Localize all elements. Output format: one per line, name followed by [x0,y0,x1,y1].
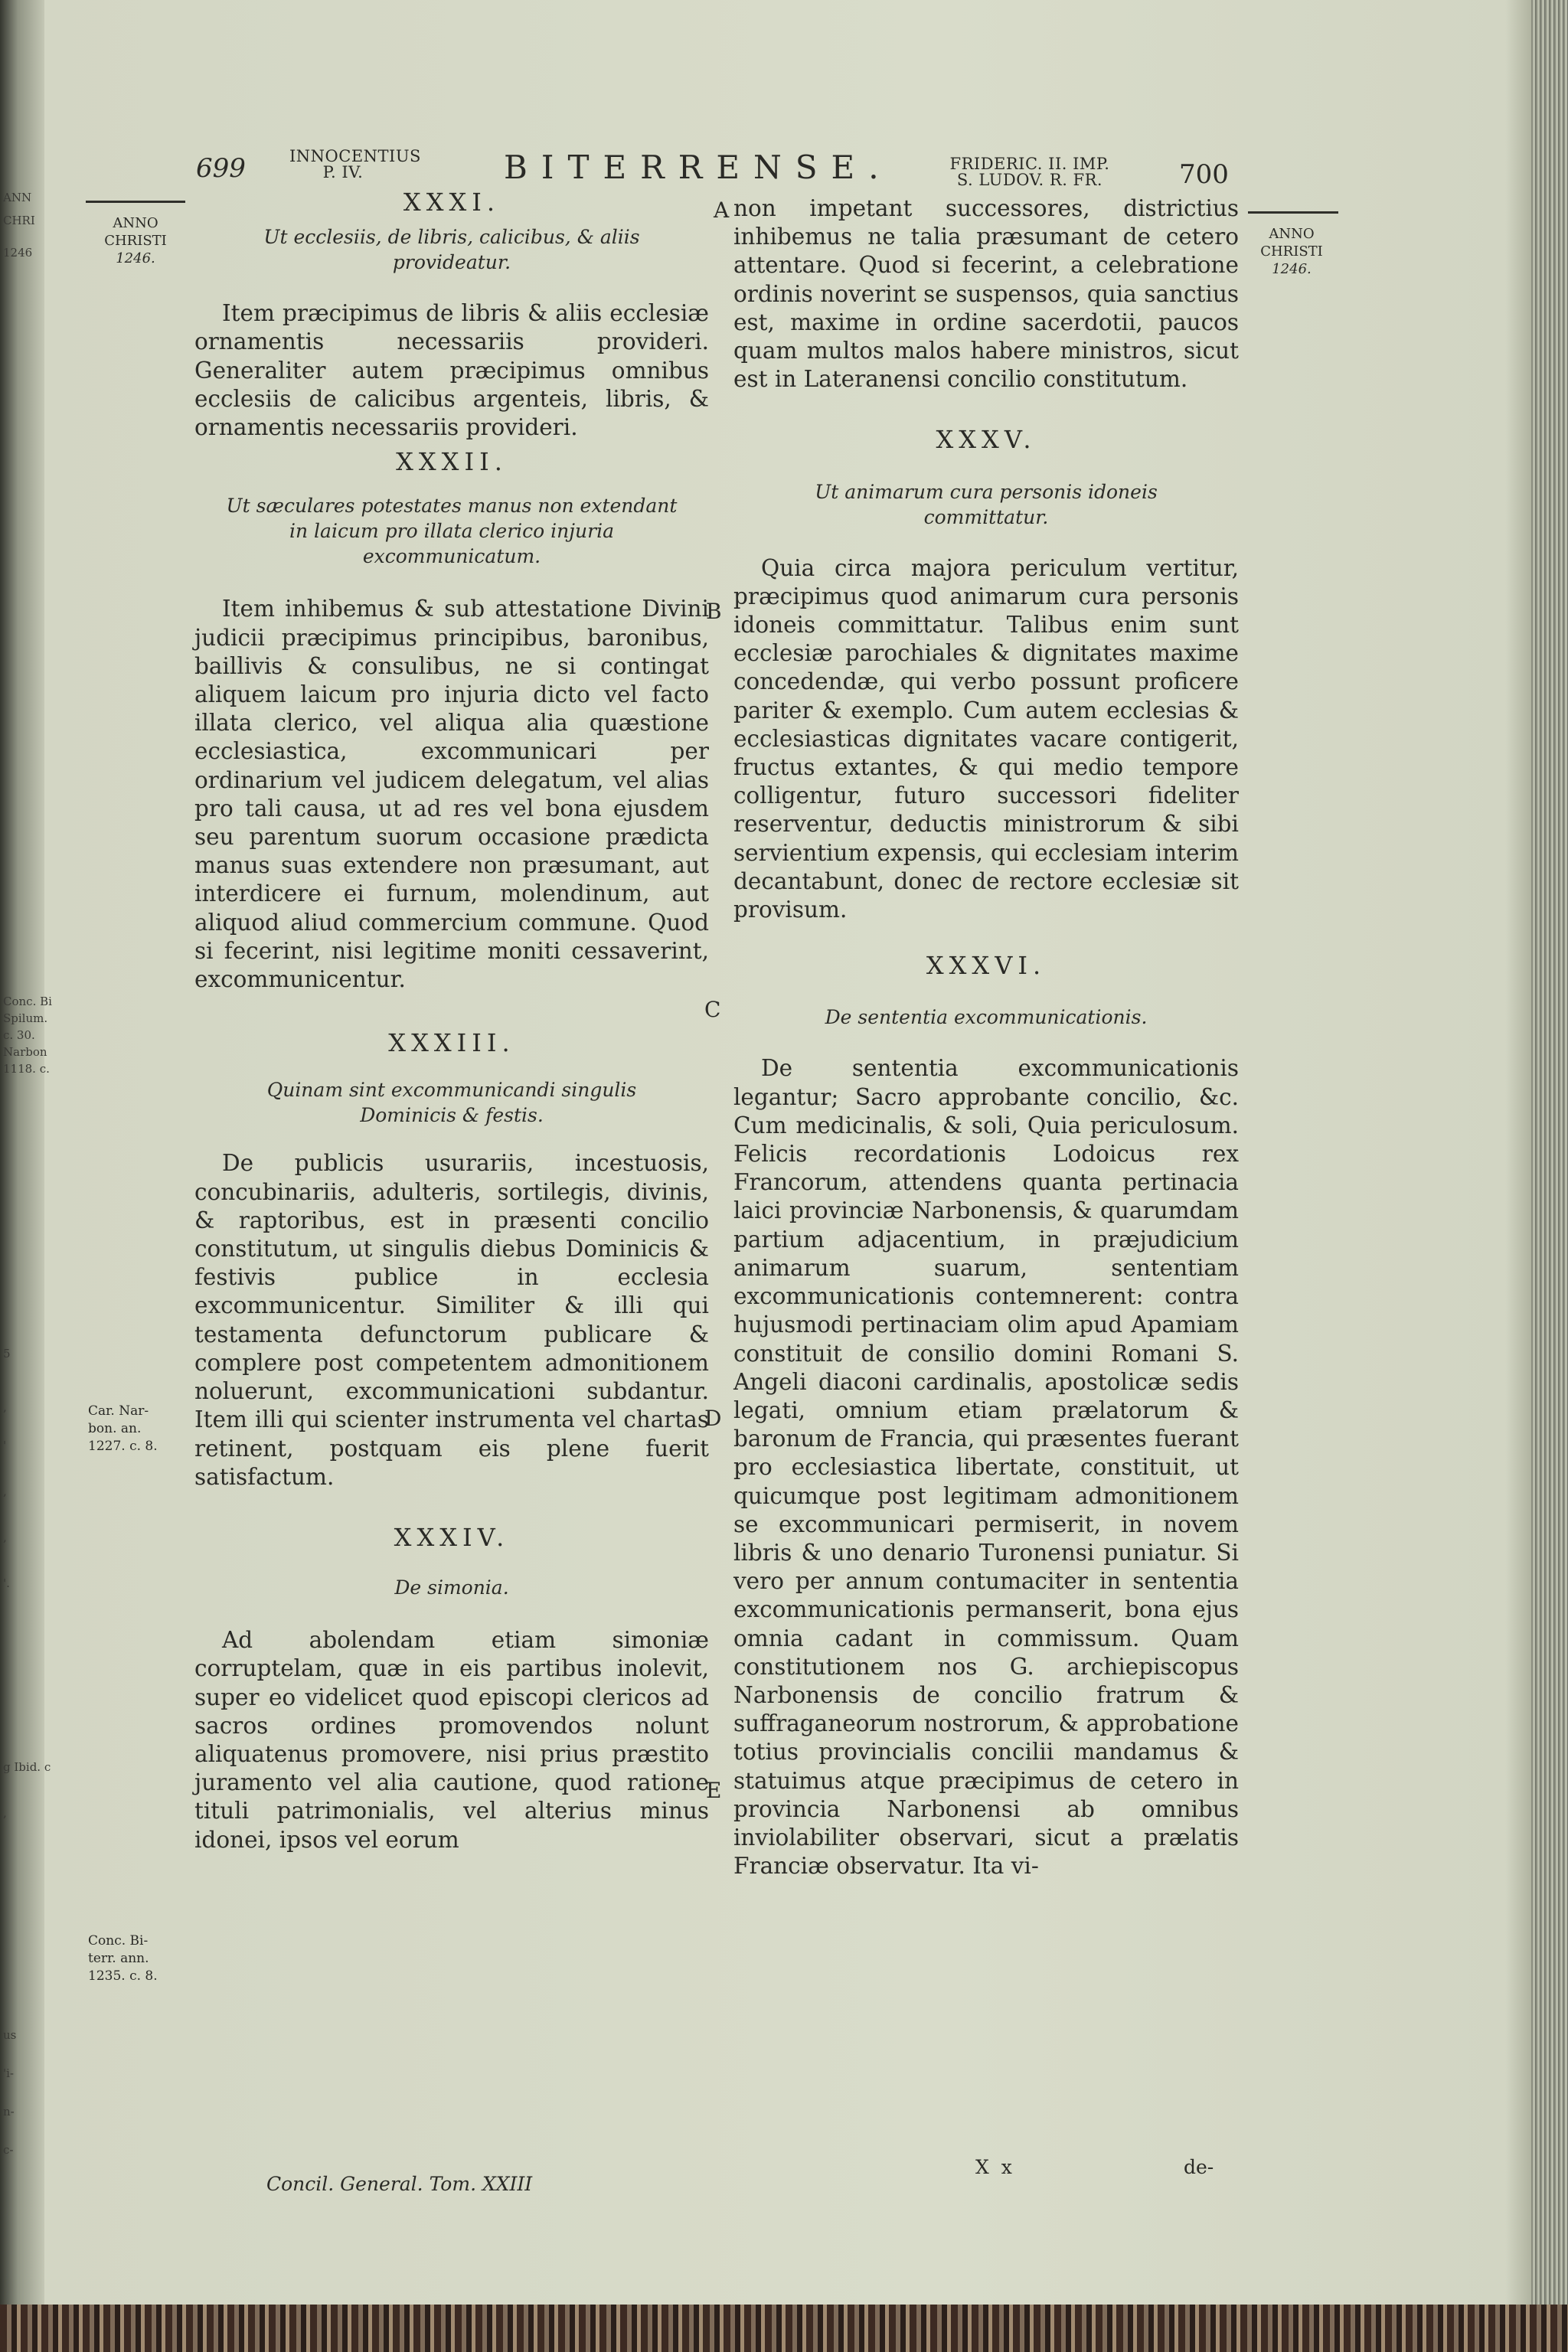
ref-line: bon. an. [88,1421,142,1436]
ref-line: 1235. c. 8. [88,1968,158,1984]
ref-line: terr. ann. [88,1951,149,1966]
gutter-fragment: , [3,1806,7,1820]
signature-mark: X x [975,2156,1015,2178]
scanned-page [46,0,1531,2305]
gutter-fragment: 'i- [3,2066,14,2080]
chapter-heading-34: XXXIV. [394,1522,510,1552]
gutter-fragment: 5 [3,1347,11,1361]
left-anno-christi [86,214,185,267]
chapter-heading-31: XXXI. [403,188,501,217]
chapter-text-31: Item præcipimus de libris & aliis ecclesiæ ornamentis necessariis provideri. Generaliter autem præcipimus omnibus ecclesiis de calicibus argenteis, libris, & ornamentis necessariis provideri. [194,300,709,441]
chapter-rubric-36: De sententia excommunicationis. [825,1006,1148,1029]
gutter-fragment: g Ibid. c [3,1760,51,1774]
gutter-fragment: , [3,1485,7,1498]
margin-ref-biterr [88,1932,188,1985]
gutter-fragment: ' [3,1439,7,1452]
rubric-line: Ut ecclesiis, de libris, calicibus, & aliis [263,226,640,249]
right-anno-christi [1246,225,1337,278]
rubric-line: Dominicis & festis. [360,1104,544,1127]
chapter-rubric-35 [733,479,1239,530]
christi-label: CHRISTI [104,233,167,249]
section-letter-b: B [706,599,722,624]
anno-label: ANNO [1269,226,1315,242]
ref-line: Conc. Bi- [88,1933,149,1949]
king-name: S. LUDOV. R. FR. [956,171,1103,189]
gutter-fragment: Conc. Bi [3,995,52,1008]
chapter-heading-36: XXXVI. [926,951,1047,981]
section-letter-d: D [704,1406,722,1431]
table-surface [0,2305,1568,2352]
footer-volume: Concil. General. Tom. XXIII [266,2173,533,2195]
chapter-heading-35: XXXV. [936,425,1037,455]
chapter-text-35: Quia circa majora periculum vertitur, præcipimus quod animarum cura personis idoneis committatur. Talibus enim sunt ecclesiæ parochiales & dignitates maxime concedendæ, qui verbo possunt proficere pariter & exemplo. Cum autem ecclesias & ecclesiasticas dignitates vacare contigerit, fructus extantes, & qui medio tempore colligentur, futuro successori fideliter reserventur, deductis ministrorum & sibi servientium expensis, qui ecclesiam interim decantabunt, donec de rectore ecclesiæ sit provisum. [733,554,1239,923]
left-margin-rule [86,201,185,203]
ref-line: Car. Nar- [88,1403,149,1419]
pope-sub: P. IV. [322,163,364,181]
margin-ref-narbon [88,1403,188,1455]
right-text-column [733,194,1239,1880]
chapter-heading-33: XXXIII. [388,1028,515,1058]
section-letter-e: E [706,1778,722,1803]
rubric-line: Ut sæculares potestates manus non extendant [226,495,678,518]
pope-name: INNOCENTIUS [289,147,421,165]
gutter-fragment: 1118. c. [3,1062,50,1076]
chapter-heading-32: XXXII. [396,447,508,477]
chapter-rubric-33 [194,1077,709,1128]
running-title: BITERRENSE. [504,149,893,186]
rubric-line: excommunicatum. [362,545,541,568]
running-head-rulers [946,156,1114,188]
section-letter-a: A [714,198,730,223]
rubric-line: committatur. [923,505,1049,528]
christi-label: CHRISTI [1260,243,1323,260]
gutter-fragment: c. 30. [3,1028,35,1042]
gutter-fragment: CHRI [3,214,35,227]
chapter-rubric-34: De simonia. [394,1576,509,1599]
gutter-fragment: 1246 [3,246,33,260]
right-margin-rule [1248,211,1338,214]
gutter-fragment: ANN [3,191,32,204]
left-page-number: 699 [196,153,246,184]
ref-line: 1227. c. 8. [88,1439,158,1454]
chapter-rubric-32 [194,493,709,569]
page-stack-edge [1531,0,1568,2305]
chapter-text-32: Item inhibemus & sub attestatione Divini judicii præcipimus principibus, baronibus, baillivis & consulibus, ne si contingat aliquem laicum pro injuria dicto vel facto illata clerico, vel aliqua alia quæstione ecclesiastica, excommunicari per ordinarium vel judicem delegatum, vel alias pro tali causa, ut ad res vel bona ejusdem seu parentum suorum occasione prædicta manus suas extendere non præsumant, aut interdicere ei furnum, molendinum, aut aliquod aliud commercium commune. Quod si fecerint, nisi legitime moniti cessaverint, excommunicentur. [194,596,709,993]
previous-page-gutter [0,0,52,2305]
gutter-fragment: us [3,2028,17,2042]
gutter-fragment: '. [3,1576,10,1590]
chapter-text-33: De publicis usurariis, incestuosis, concubinariis, adulteris, sortilegis, divinis, & raptoribus, est in præsenti concilio constitutum, ut singulis diebus Dominicis & festivis publice in ecclesia excommunicentur. Similiter & illi qui testamenta defunctorum publicare & complere post competentem admonitionem noluerunt, excommunicationi subdantur. Item illi qui scienter instrumenta vel chartas retinent, postquam eis plene fuerit satisfactum. [194,1150,709,1490]
right-page-number: 700 [1179,159,1229,190]
chapter-text-34: Ad abolendam etiam simoniæ corruptelam, quæ in eis partibus inolevit, super eo videlicet quod episcopi clericos ad sacros ordines promovendos nolunt aliquatenus promovere, nisi prius præstito juramento vel alia cautione, quod ratione tituli patrimonialis, vel alterius minus idonei, ipsos vel eorum [194,1627,709,1853]
gutter-fragment: n- [3,2105,15,2118]
anno-label: ANNO [113,215,158,231]
gutter-fragment: Spilum. [3,1011,51,1025]
left-text-column [194,188,709,1854]
continued-text: non impetant successores, districtius inhibemus ne talia præsumant de cetero attentare. Quod si fecerint, a celebratione ordinis noverint se suspensos, quia sanctius est, maxime in ordine sacerdotii, paucos quam multos malos habere ministros, sicut est in Lateranensi concilio constitutum. [733,195,1239,393]
rubric-line: provideatur. [392,251,511,274]
catchword: de- [1184,2156,1214,2178]
rubric-line: Ut animarum cura personis idoneis [815,480,1158,503]
year-label: 1246. [116,250,155,266]
section-letter-c: C [704,997,721,1022]
gutter-fragment: c- [3,2143,14,2157]
chapter-text-36: De sententia excommunicationis legantur; Sacro approbante concilio, &c. Cum medicinalis, & soli, Quia periculosum. Felicis recordationis Lodoicus rex Francorum, attendens quanta pertinacia laici provinciæ Narbonensis, & quarumdam partium adjacentium, in præjudicium animarum suarum, sententiam excommunicationis contemnerent: contra hujusmodi pertinaciam olim apud Apamiam constituit de consilio domini Romani S. Angeli diaconi cardinalis, apostolicæ sedis legati, omnium etiam prælatorum & baronum de Francia, qui præsentes fuerant pro ecclesiastica libertate, constituit, ut quicumque post legitimam admonitionem se excommunicari permiserit, in novem libris & uno denario Turonensi puniatur. Si vero per annum contumaciter in sententia excommunicationis permanserit, bona ejus omnia cadant in commissum. Quam constitutionem nos G. archiepiscopus Narbonensis de concilio fratrum & suffraganeorum nostrorum, & approbatione totius provincialis concilii mandamus & statuimus atque præcipimus de cetero in provincia Narbonensi ab omnibus inviolabiliter observari, sicut a prælatis Franciæ observatur. Ita vi- [733,1055,1239,1880]
year-label: 1246. [1272,261,1312,277]
gutter-fragment: , [3,1400,7,1414]
rubric-line: Quinam sint excommunicandi singulis [266,1079,637,1102]
chapter-rubric-31 [194,224,709,275]
running-head-pope [289,147,421,181]
gutter-fragment: , [3,1530,7,1544]
emperor-name: FRIDERIC. II. IMP. [949,155,1110,173]
rubric-line: in laicum pro illata clerico injuria [289,520,614,543]
gutter-fragment: Narbon [3,1045,47,1059]
